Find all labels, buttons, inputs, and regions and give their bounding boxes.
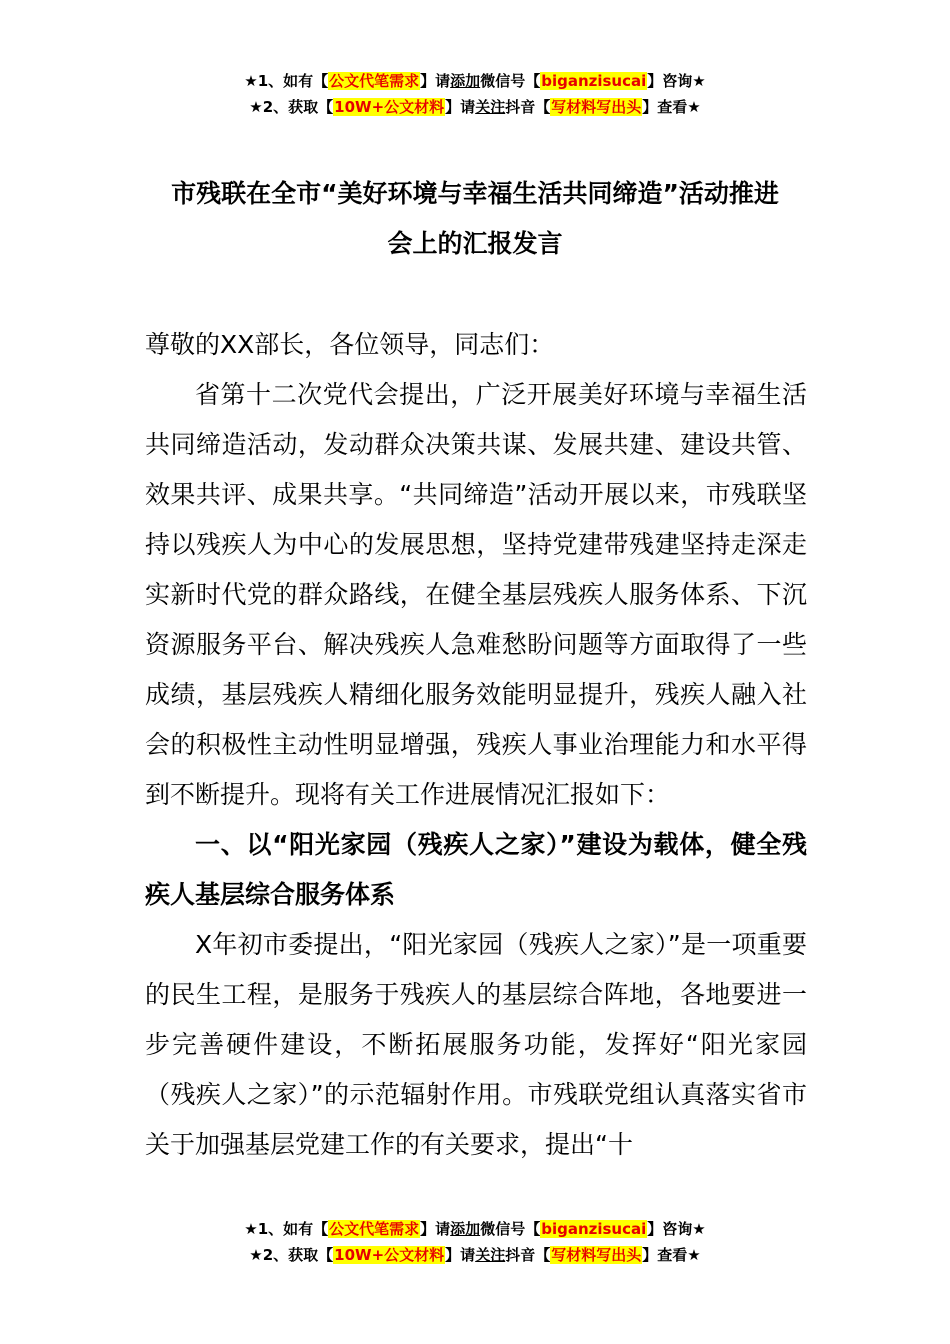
star-icon: ★ bbox=[249, 1246, 263, 1264]
ad-highlight: 写材料写出头 bbox=[551, 1246, 642, 1264]
ad-highlight: 写材料写出头 bbox=[551, 98, 642, 116]
paragraph-section-1: X年初市委提出，“阳光家园（残疾人之家）”是一项重要的民生工程，是服务于残疾人的基层综合阵地，各地要进一步完善硬件建设，不断拓展服务功能，发挥好“阳光家园（残疾人之家）”的示范辐射作用。市残联党组认真落实省市关于加强基层党建工作的有关要求，提出“十 bbox=[145, 930, 807, 1159]
paragraph-intro: 省第十二次党代会提出，广泛开展美好环境与幸福生活共同缔造活动，发动群众决策共谋、发展共建、建设共管、效果共评、成果共享。“共同缔造”活动开展以来，市残联坚持以残疾人为中心的发展思想，坚持党建带残建坚持走深走实新时代党的群众路线，在健全基层残疾人服务体系、下沉资源服务平台、解决残疾人急难愁盼问题等方面取得了一些成绩，基层残疾人精细化服务效能明显提升，残疾人融入社会的积极性主动性明显增强，残疾人事业治理能力和水平得到不断提升。现将有关工作进展情况汇报如下： bbox=[145, 380, 807, 809]
ad-highlight: biganzisucai bbox=[541, 72, 647, 90]
star-icon: ★ bbox=[692, 72, 706, 90]
header-ad-line-2: ★2、获取【10W+公文材料】请关注抖音【写材料写出头】查看★ bbox=[249, 98, 701, 116]
star-icon: ★ bbox=[244, 72, 258, 90]
ad-highlight: 公文代笔需求 bbox=[329, 72, 420, 90]
ad-highlight: 10W+公文材料 bbox=[334, 1246, 445, 1264]
ad-highlight: 10W+公文材料 bbox=[334, 98, 445, 116]
title-line-1: 市残联在全市“美好环境与幸福生活共同缔造”活动推进 bbox=[171, 179, 779, 208]
section-heading-1: 一、以“阳光家园（残疾人之家）”建设为载体，健全残疾人基层综合服务体系 bbox=[145, 830, 807, 909]
header-ad-line-1: ★1、如有【公文代笔需求】请添加微信号【biganzisucai】咨询★ bbox=[244, 72, 706, 90]
document-title bbox=[140, 169, 810, 269]
ad-highlight: 公文代笔需求 bbox=[329, 1220, 420, 1238]
title-line-2: 会上的汇报发言 bbox=[387, 229, 563, 258]
star-icon: ★ bbox=[692, 1220, 706, 1238]
star-icon: ★ bbox=[687, 1246, 701, 1264]
star-icon: ★ bbox=[687, 98, 701, 116]
star-icon: ★ bbox=[244, 1220, 258, 1238]
footer-ad-line-1: ★1、如有【公文代笔需求】请添加微信号【biganzisucai】咨询★ bbox=[244, 1220, 706, 1238]
document-body bbox=[145, 320, 807, 1170]
footer-ad-line-2: ★2、获取【10W+公文材料】请关注抖音【写材料写出头】查看★ bbox=[249, 1246, 701, 1264]
ad-highlight: biganzisucai bbox=[541, 1220, 647, 1238]
star-icon: ★ bbox=[249, 98, 263, 116]
salutation: 尊敬的XX部长，各位领导，同志们： bbox=[145, 330, 555, 359]
